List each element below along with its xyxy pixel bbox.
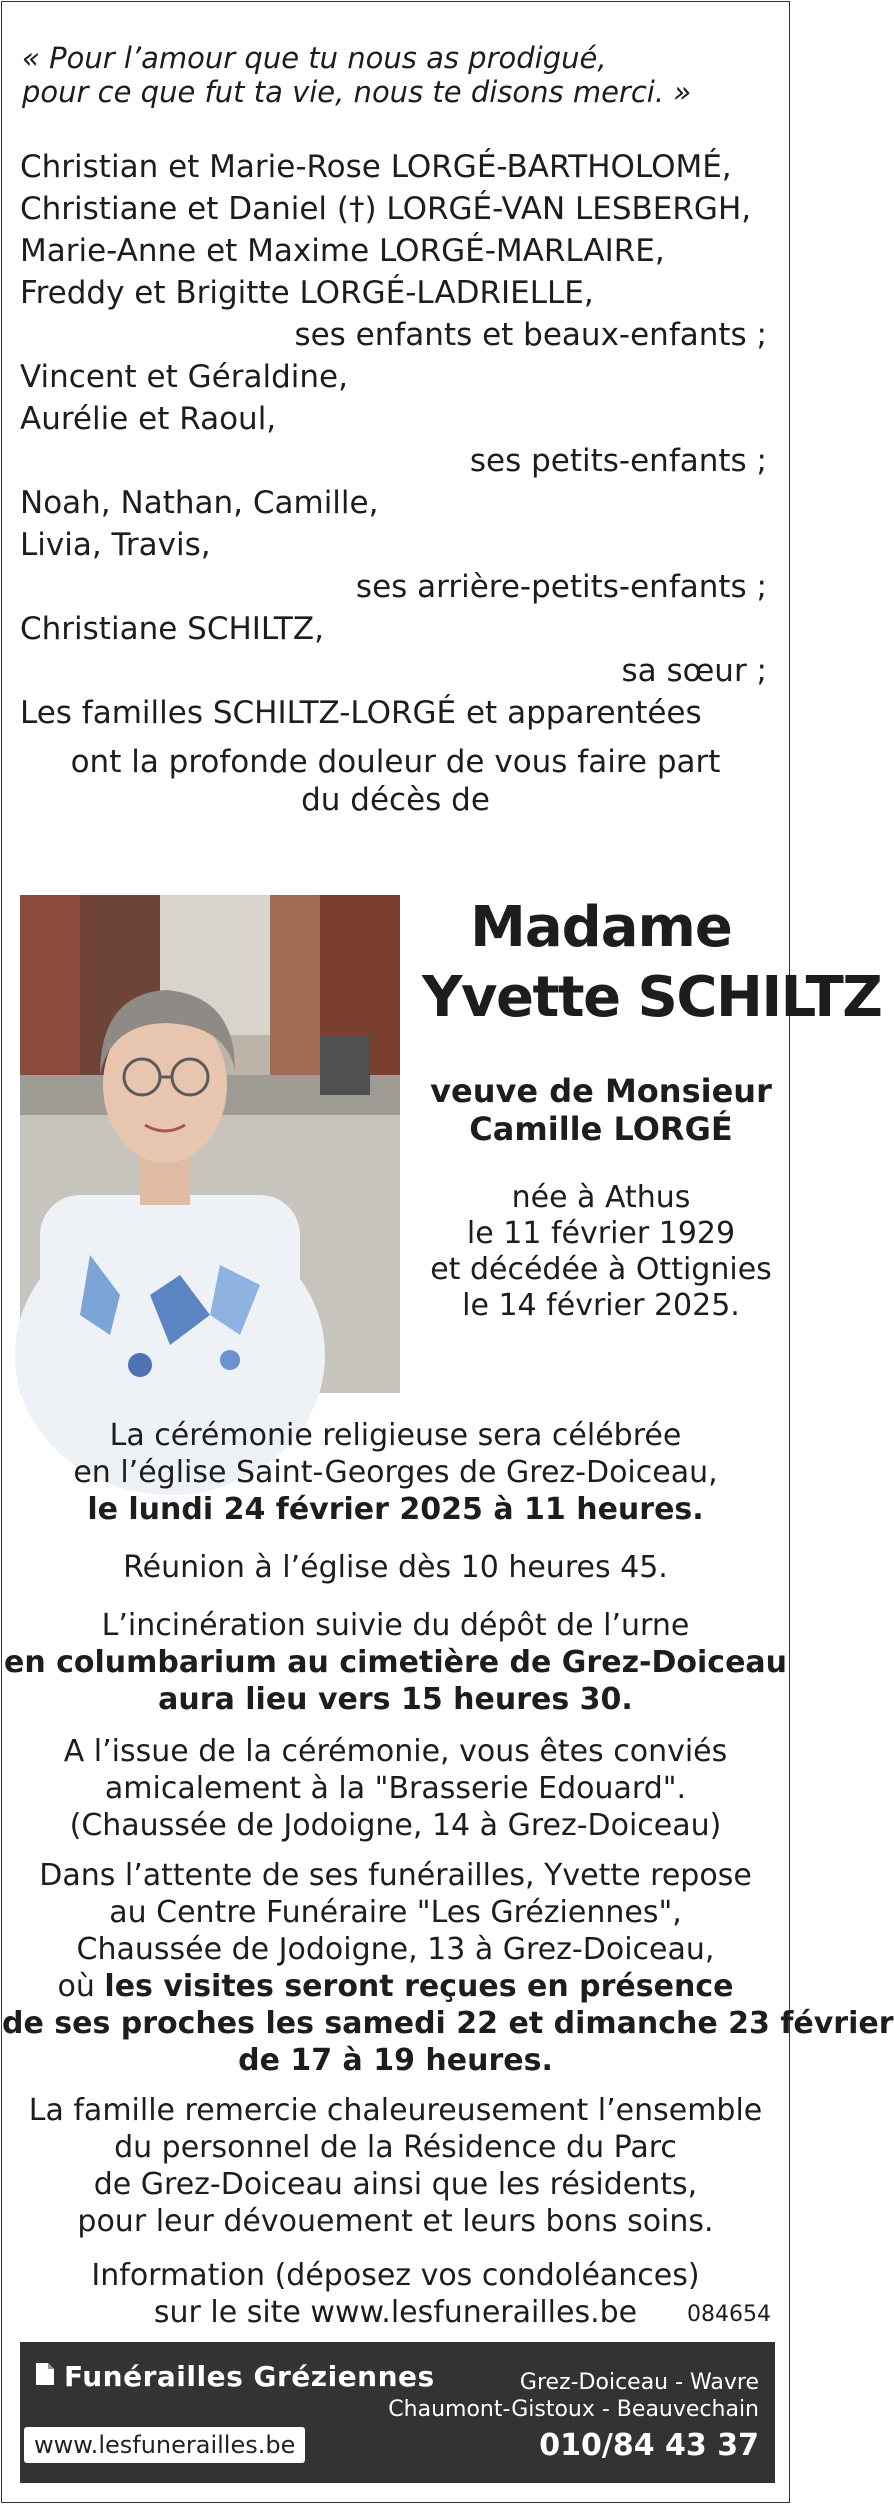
visits-line-4: où les visites seront reçues en présence bbox=[57, 1969, 734, 2004]
incineration-line-2: en columbarium au cimetière de Grez-Doiceau bbox=[3, 1645, 788, 1680]
widow-line-1: veuve de Monsieur bbox=[430, 1072, 772, 1110]
family-role-grandchildren: ses petits-enfants ; bbox=[469, 443, 767, 479]
birth-death-info bbox=[422, 1180, 780, 1324]
obituary-notice bbox=[1, 1, 894, 2503]
reception-block bbox=[2, 1733, 789, 1844]
family-child-4: Freddy et Brigitte LORGÉ-LADRIELLE, bbox=[20, 275, 594, 311]
reunion-text: Réunion à l’église dès 10 heures 45. bbox=[123, 1550, 668, 1585]
quote-line-2: pour ce que fut ta vie, nous te disons merci. » bbox=[22, 75, 692, 109]
family-relatives: Les familles SCHILTZ-LORGÉ et apparentées bbox=[20, 695, 702, 731]
thanks-line-1: La famille remercie chaleureusement l’ensemble bbox=[28, 2093, 763, 2128]
funeral-home-name: Funérailles Gréziennes bbox=[64, 2360, 435, 2393]
family-role-sister: sa sœur ; bbox=[621, 653, 767, 689]
reception-line-3: (Chaussée de Jodoigne, 14 à Grez-Doiceau) bbox=[69, 1808, 722, 1843]
widow-line-2: Camille LORGÉ bbox=[469, 1110, 733, 1148]
announcement-line-2: du décès de bbox=[301, 782, 490, 818]
ceremony-line-1: La cérémonie religieuse sera célébrée bbox=[109, 1418, 682, 1453]
visits-line-1: Dans l’attente de ses funérailles, Yvette repose bbox=[39, 1858, 752, 1893]
family-great-grandchild-2: Livia, Travis, bbox=[20, 527, 211, 563]
document-icon bbox=[36, 2363, 54, 2385]
family-great-grandchild-1: Noah, Nathan, Camille, bbox=[20, 485, 379, 521]
family-child-3: Marie-Anne et Maxime LORGÉ-MARLAIRE, bbox=[20, 233, 665, 269]
visits-line-3: Chaussée de Jodoigne, 13 à Grez-Doiceau, bbox=[76, 1932, 715, 1967]
visits-line-5: de ses proches les samedi 22 et dimanche 23 février bbox=[2, 2006, 894, 2041]
reception-line-2: amicalement à la "Brasserie Edouard". bbox=[104, 1771, 687, 1806]
ceremony-line-2: en l’église Saint-Georges de Grez-Doiceau, bbox=[73, 1455, 718, 1490]
funeral-home-cities-2: Chaumont-Gistoux - Beauvechain bbox=[388, 2397, 759, 2422]
incineration-line-1: L’incinération suivie du dépôt de l’urne bbox=[101, 1608, 690, 1643]
deceased-title: Madame bbox=[470, 895, 732, 960]
family-child-2: Christiane et Daniel (†) LORGÉ-VAN LESBERGH, bbox=[20, 191, 752, 227]
funeral-home-cities-1: Grez-Doiceau - Wavre bbox=[519, 2370, 759, 2395]
portrait-image bbox=[20, 895, 400, 1393]
family-sister: Christiane SCHILTZ, bbox=[20, 611, 324, 647]
funeral-home-website-link[interactable]: www.lesfunerailles.be bbox=[24, 2427, 305, 2463]
announcement-line-1: ont la profonde douleur de vous faire part bbox=[70, 744, 721, 780]
incineration-block bbox=[2, 1607, 789, 1718]
incineration-line-3: aura lieu vers 15 heures 30. bbox=[158, 1682, 633, 1717]
info-line-2: sur le site www.lesfunerailles.be bbox=[153, 2295, 638, 2330]
widow-of bbox=[422, 1072, 780, 1148]
family-role-great-grandchildren: ses arrière-petits-enfants ; bbox=[355, 569, 767, 605]
reference-number: 084654 bbox=[687, 2302, 771, 2327]
family-child-1: Christian et Marie-Rose LORGÉ-BARTHOLOMÉ, bbox=[20, 149, 732, 185]
deceased-name: Yvette SCHILTZ bbox=[422, 965, 882, 1030]
visits-block bbox=[2, 1857, 894, 2079]
ceremony-block bbox=[2, 1417, 789, 1528]
visits-line-6: de 17 à 19 heures. bbox=[238, 2043, 553, 2078]
birth-place: née à Athus bbox=[511, 1180, 691, 1215]
death-date: le 14 février 2025. bbox=[462, 1288, 740, 1323]
ceremony-line-3: le lundi 24 février 2025 à 11 heures. bbox=[87, 1492, 704, 1527]
family-role-children: ses enfants et beaux-enfants ; bbox=[294, 317, 767, 353]
birth-date: le 11 février 1929 bbox=[466, 1216, 736, 1251]
visits-line-2: au Centre Funéraire "Les Gréziennes", bbox=[109, 1895, 682, 1930]
thanks-line-4: pour leur dévouement et leurs bons soins. bbox=[77, 2204, 714, 2239]
deceased-portrait bbox=[20, 895, 400, 1393]
family-grandchild-1: Vincent et Géraldine, bbox=[20, 359, 348, 395]
reception-line-1: A l’issue de la cérémonie, vous êtes conviés bbox=[63, 1734, 728, 1769]
thanks-line-3: de Grez-Doiceau ainsi que les résidents, bbox=[93, 2167, 698, 2202]
family-grandchild-2: Aurélie et Raoul, bbox=[20, 401, 277, 437]
quote-line-1: « Pour l’amour que tu nous as prodigué, bbox=[22, 41, 607, 75]
info-line-1: Information (déposez vos condoléances) bbox=[91, 2258, 700, 2293]
thanks-block bbox=[2, 2092, 789, 2240]
info-block bbox=[2, 2257, 789, 2331]
thanks-line-2: du personnel de la Résidence du Parc bbox=[114, 2130, 677, 2165]
death-place: et décédée à Ottignies bbox=[430, 1252, 772, 1287]
funeral-home-phone[interactable]: 010/84 43 37 bbox=[539, 2428, 759, 2463]
funeral-home-footer bbox=[20, 2342, 775, 2483]
